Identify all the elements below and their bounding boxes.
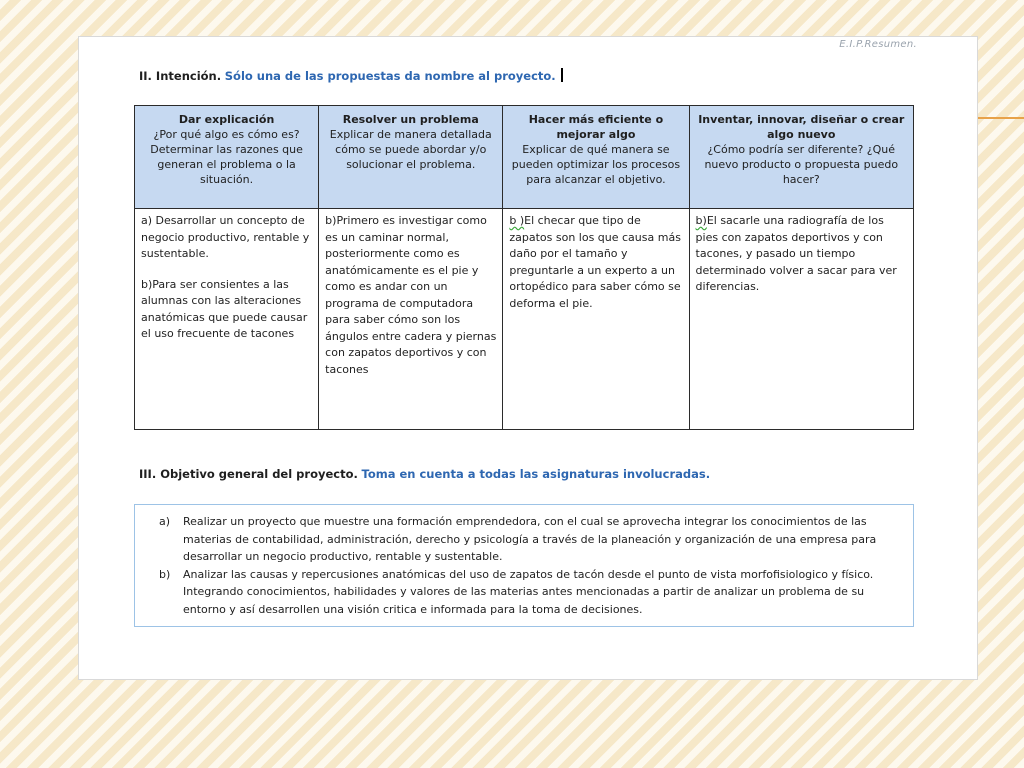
list-marker: b) <box>159 567 171 581</box>
column-description: ¿Cómo podría ser diferente? ¿Qué nuevo producto o propuesta puedo hacer? <box>704 143 899 186</box>
spellcheck-marker: b ) <box>509 214 525 227</box>
cell-paragraph: b)Primero es investigar como es un caminar normal, posteriormente como es anatómicamente es el pie y como es andar con un programa de computadora para saber cómo son los ángulos entre cadera y piernas con zapatos deportivos y con tacones <box>325 214 497 376</box>
column-title: Dar explicación <box>178 113 275 126</box>
objective-text: Realizar un proyecto que muestre una formación emprendedora, con el cual se aprovecha integrar los conocimientos de las materias de contabilidad, administración, derecho y psicología a través de la planeación y organización de una empresa para desarrollar un negocio productivo, rentable y sustentable. <box>183 515 877 563</box>
cell-text: El sacarle una radiografía de los pies con zapatos deportivos y con tacones, y pasado un tiempo determinado volver a sacar para ver diferencias. <box>695 214 897 293</box>
column-header <box>503 106 689 209</box>
table-cell <box>503 209 689 430</box>
section-label: III. Objetivo general del proyecto. <box>139 467 358 481</box>
objective-text: Analizar las causas y repercusiones anatómicas del uso de zapatos de tacón desde el punto de vista morfofisiologico y físico. Integrando conocimientos, habilidades y valores de las materias antes mencionadas a partir de analizar un problema de su entorno y así desarrollen una visión critica e informada para la toma de decisiones. <box>183 567 874 616</box>
column-description: Explicar de manera detallada cómo se puede abordar y/o solucionar el problema. <box>329 128 492 171</box>
intention-table <box>134 105 914 430</box>
column-title: Inventar, innovar, diseñar o crear algo nuevo <box>698 113 905 141</box>
column-header <box>135 106 319 209</box>
column-header <box>319 106 503 209</box>
column-description: Explicar de qué manera se pueden optimizar los procesos para alcanzar el objetivo. <box>511 143 681 186</box>
table-cell <box>319 209 503 430</box>
section-note: Toma en cuenta a todas las asignaturas involucradas. <box>361 467 711 481</box>
table-cell <box>689 209 913 430</box>
spellcheck-marker: b) <box>695 214 707 227</box>
column-title: Hacer más eficiente o mejorar algo <box>528 113 664 141</box>
cell-paragraph <box>509 213 682 312</box>
section-heading-intencion <box>139 68 563 83</box>
list-item <box>159 566 901 619</box>
section-label: II. Intención. <box>139 69 222 83</box>
text-cursor <box>561 68 563 82</box>
table-row <box>135 209 914 430</box>
column-header <box>689 106 913 209</box>
decorative-accent-line <box>978 117 1024 119</box>
column-description: ¿Por qué algo es cómo es? Determinar las razones que generan el problema o la situación. <box>150 128 303 186</box>
header-tag: E.I.P.Resumen. <box>839 39 917 50</box>
document-page <box>78 36 978 680</box>
section-note: Sólo una de las propuestas da nombre al proyecto. <box>224 69 556 83</box>
cell-text: El checar que tipo de zapatos son los que causa más daño por el tamaño y preguntarle a un experto a un ortopédico para saber cómo se deforma el pie. <box>509 214 681 310</box>
table-cell <box>135 209 319 430</box>
section-heading-objetivo <box>139 467 710 481</box>
cell-paragraph <box>696 213 907 296</box>
column-title: Resolver un problema <box>342 113 479 126</box>
list-marker: a) <box>159 515 171 528</box>
objectives-list <box>159 513 901 618</box>
cell-paragraph: a) Desarrollar un concepto de negocio productivo, rentable y sustentable. <box>141 214 310 260</box>
table-header-row <box>135 106 914 209</box>
cell-paragraph: b)Para ser consientes a las alumnas con las alteraciones anatómicas que puede causar el uso frecuente de tacones <box>141 277 308 340</box>
objectives-box <box>134 504 914 627</box>
list-item <box>159 513 901 566</box>
